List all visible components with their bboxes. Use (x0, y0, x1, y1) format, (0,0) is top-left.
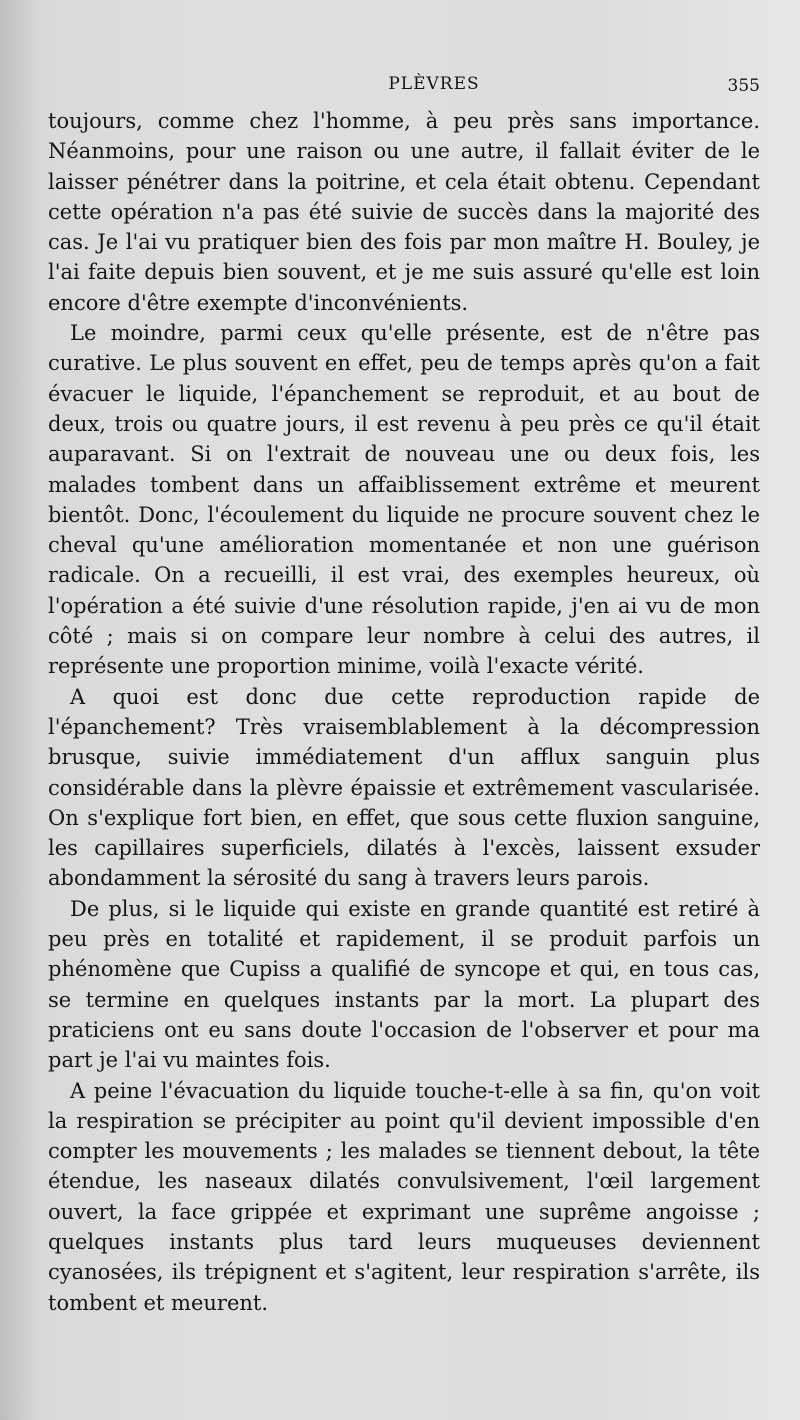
paragraph: Le moindre, parmi ceux qu'elle présente, est de n'être pas curative. Le plus souvent en effet, peu de temps après qu'on a fait évacuer le liquide, l'épanchement se reproduit, et au bout de deux, trois ou quatre jours, il est revenu à peu près ce qu'il était auparavant. Si on l'extrait de nouveau une ou deux fois, les malades tombent dans un affaiblissement extrême et meurent bientôt. Donc, l'écoulement du liquide ne procure souvent chez le cheval qu'une amélioration momentanée et non une guérison radicale. On a recueilli, il est vrai, des exemples heureux, où l'opération a été suivie d'une résolution rapide, j'en ai vu de mon côté ; mais si on compare leur nombre à celui des autres, il représente une proportion minime, voilà l'exacte vérité. (48, 321, 760, 679)
paragraph-continuation: toujours, comme chez l'homme, à peu près sans importance. Néanmoins, pour une raison ou une autre, il fallait éviter de le laisser pénétrer dans la poitrine, et cela était obtenu. Cependant cette opération n'a pas été suivie de succès dans la majorité des cas. Je l'ai vu pratiquer bien des fois par mon maître H. Bouley, je l'ai faite depuis bien souvent, et je me suis assuré qu'elle est loin encore d'être exempte d'inconvénients. (48, 109, 760, 315)
paragraph: De plus, si le liquide qui existe en grande quantité est retiré à peu près en totalité et rapidement, il se produit parfois un phénomène que Cupiss a qualifié de syncope et qui, en tous cas, se termine en quelques instants par la mort. La plupart des praticiens ont eu sans doute l'occasion de l'observer et pour ma part je l'ai vu maintes fois. (48, 896, 760, 1073)
paragraph: A peine l'évacuation du liquide touche-t-elle à sa fin, qu'on voit la respiration se précipiter au point qu'il devient impossible d'en compter les mouvements ; les malades se tiennent debout, la tête étendue, les naseaux dilatés convulsivement, l'œil largement ouvert, la face grippée et exprimant une suprême angoisse ; quelques instants plus tard leurs muqueuses deviennent cyanosées, ils trépignent et s'agitent, leur respiration s'arrête, ils tombent et meurent. (48, 1078, 760, 1315)
running-head (48, 74, 760, 106)
paragraph: A quoi est donc due cette reproduction rapide de l'épanchement? Très vraisemblablement à la décompression brusque, suivie immédiatement d'un afflux sanguin plus considérable dans la plèvre épaissie et extrêmement vascularisée. On s'explique fort bien, en effet, que sous cette fluxion sanguine, les capillaires superficiels, dilatés à l'excès, laissent exsuder abondamment la sérosité du sang à travers leurs parois. (48, 684, 760, 891)
body-text (48, 106, 760, 1318)
page-number: 355 (727, 76, 760, 96)
running-head-title: PLÈVRES (388, 74, 480, 94)
